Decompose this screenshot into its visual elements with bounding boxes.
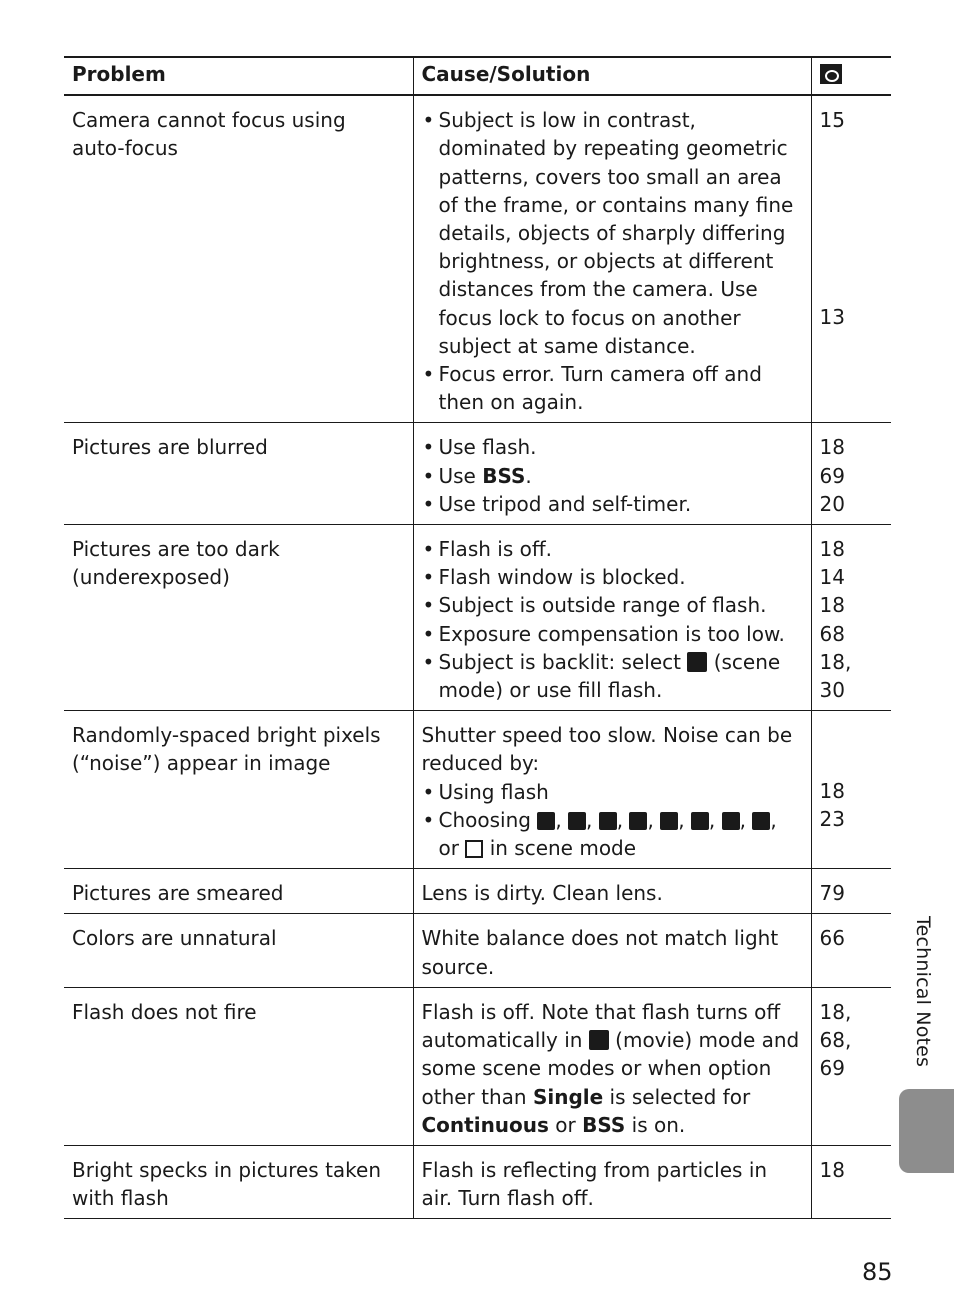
list-item-text: Subject is backlit: select [438, 649, 681, 674]
page-ref: 18 [819, 435, 845, 460]
reference-cell [811, 869, 891, 914]
list-item: • Choosing , , , , , , , , or in scene mode [422, 806, 803, 862]
sunset-icon [691, 812, 709, 830]
solution-text: is selected for [609, 1084, 751, 1109]
page-ref: 18 [819, 537, 845, 562]
museum-icon [722, 812, 740, 830]
list-item-text: Choosing [438, 807, 531, 832]
troubleshooting-table [64, 56, 891, 1219]
list-item-text: (scene mode) or use fill flash. [438, 649, 781, 703]
problem-cell: Camera cannot focus using auto-focus [64, 95, 413, 423]
page-ref: 14 [819, 565, 845, 590]
page-ref: 23 [819, 807, 845, 832]
solution-cell [413, 525, 811, 711]
page-number: 85 [862, 1258, 893, 1286]
solution-text: is on. [631, 1112, 686, 1137]
page-ref: 15 [819, 108, 845, 133]
solution-cell [413, 423, 811, 525]
page-ref: 18 [819, 593, 845, 618]
table-header-row [64, 57, 891, 95]
list-item: • Subject is low in contrast, dominated by repeating geometric patterns, covers too small an area of the frame, or contains many fine details, objects of sharply differing brightness, or objects at different distances from the camera. Use focus lock to focus on another subject at same distance. [422, 106, 803, 360]
problem-cell: Randomly-spaced bright pixels (“noise”) appear in image [64, 711, 413, 869]
solution-text: (movie) mode and some scene modes or when option other than [421, 1028, 800, 1109]
page-ref: 20 [819, 491, 845, 516]
reference-cell [811, 987, 891, 1145]
page-ref: 18 [819, 779, 845, 804]
problem-cell: Bright specks in pictures taken with flash [64, 1145, 413, 1218]
problem-cell: Pictures are blurred [64, 423, 413, 525]
night-landscape-icon [599, 812, 617, 830]
night-portrait-icon [537, 812, 555, 830]
page-ref: 13 [819, 305, 845, 330]
page-ref: 68 [819, 621, 845, 646]
reference-cell [811, 1145, 891, 1218]
single-label: Single [532, 1084, 604, 1109]
solution-cell: Flash is reflecting from particles in air. Turn flash off. [413, 1145, 811, 1218]
solution-cell: White balance does not match light source. [413, 914, 811, 987]
table-row [64, 525, 891, 711]
page-ref: 18, 30 [819, 649, 852, 703]
page-ref: 69 [819, 463, 845, 488]
list-item: • Focus error. Turn camera off and then on again. [422, 360, 803, 416]
reference-cell [811, 914, 891, 987]
solution-cell [413, 987, 811, 1145]
table-row [64, 987, 891, 1145]
problem-cell: Pictures are smeared [64, 869, 413, 914]
header-problem: Problem [64, 57, 413, 95]
section-tab [899, 1089, 954, 1173]
reference-cell [811, 423, 891, 525]
problem-cell: Colors are unnatural [64, 914, 413, 987]
table-row [64, 869, 891, 914]
solution-cell [413, 95, 811, 423]
table-row [64, 423, 891, 525]
landscape-icon [568, 812, 586, 830]
backlight-scene-icon [687, 652, 707, 672]
dawn-dusk-icon [660, 812, 678, 830]
reference-cell [811, 95, 891, 423]
list-item-text: in scene mode [489, 836, 637, 861]
table-row [64, 711, 891, 869]
list-item [422, 648, 803, 704]
solution-text: Flash is off. Note that flash turns off automatically in [421, 999, 781, 1053]
page-ref: 68, 69 [819, 1028, 852, 1081]
reference-cell [811, 525, 891, 711]
continuous-label: Continuous [421, 1112, 549, 1137]
list-item-text: Use [438, 463, 483, 488]
page-ref: 18 [819, 1157, 845, 1182]
list-item-text: , or [438, 807, 777, 861]
solution-intro: Shutter speed too slow. Noise can be reduced by: [421, 723, 793, 776]
problem-cell: Flash does not fire [64, 987, 413, 1145]
solution-text: or [555, 1112, 576, 1137]
header-cause-solution: Cause/Solution [413, 57, 811, 95]
table-row [64, 1145, 891, 1218]
list-item: • Flash window is blocked. [422, 563, 803, 591]
flower-icon [752, 812, 770, 830]
solution-cell [413, 711, 811, 869]
list-item: • Flash is off. [422, 535, 803, 563]
list-item: • Use tripod and self-timer. [422, 490, 803, 518]
fireworks-icon [629, 812, 647, 830]
reference-page-icon [820, 64, 842, 84]
table-row [64, 914, 891, 987]
page-ref: 66 [819, 926, 845, 951]
table-row [64, 95, 891, 423]
list-item: • Use flash. [422, 433, 803, 461]
movie-icon [589, 1030, 609, 1050]
copy-icon [465, 840, 483, 858]
problem-cell: Pictures are too dark (underexposed) [64, 525, 413, 711]
list-item: • Using flash [422, 778, 803, 806]
bss-label: BSS [482, 463, 526, 488]
header-reference [811, 57, 891, 95]
page-ref: 79 [819, 881, 845, 906]
list-item: • Subject is outside range of flash. [422, 591, 803, 619]
section-side-label: Technical Notes [912, 916, 934, 1068]
reference-cell [811, 711, 891, 869]
bss-label: BSS [582, 1112, 626, 1137]
solution-cell: Lens is dirty. Clean lens. [413, 869, 811, 914]
list-item: • Use BSS. [422, 462, 803, 490]
list-item: • Exposure compensation is too low. [422, 620, 803, 648]
page-ref: 18, [819, 999, 852, 1024]
